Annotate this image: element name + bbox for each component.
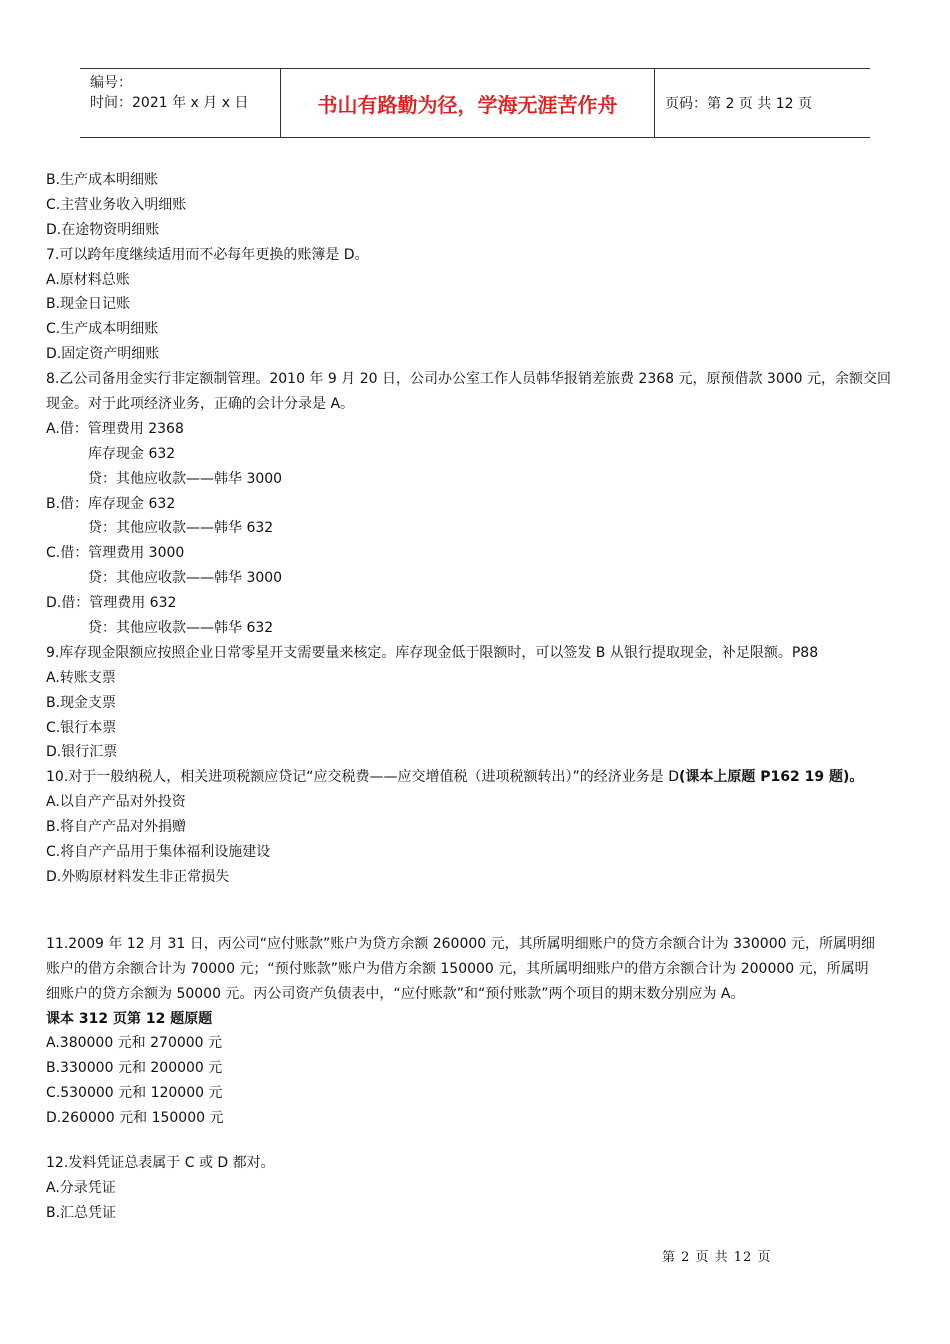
option-line: C.将自产产品用于集体福利设施建设 xyxy=(46,844,271,861)
entry-line: 贷：其他应收款——韩华 632 xyxy=(88,620,274,637)
entry-line: 贷：其他应收款——韩华 3000 xyxy=(88,470,283,487)
spacer xyxy=(46,1131,916,1151)
question-11-line3: 细账户的贷方余额为 50000 元。丙公司资产负债表中，“应付账款”和“预付账款”两个项目的期末数分别应为 A。 xyxy=(46,985,745,1002)
page-footer: 第 2 页 共 12 页 xyxy=(662,1250,772,1265)
option-line: D.在途物资明细账 xyxy=(46,221,160,238)
document-body xyxy=(46,168,916,1226)
question-7: 7.可以跨年度继续适用而不必每年更换的账簿是 D。 xyxy=(46,246,369,263)
entry-line: 贷：其他应收款——韩华 632 xyxy=(88,520,274,537)
date-label: 时间：2021 年 x 月 x 日 xyxy=(90,95,249,111)
option-line: A.转账支票 xyxy=(46,669,116,686)
option-line: A.380000 元和 270000 元 xyxy=(46,1035,223,1052)
page-label: 页码：第 2 页 共 12 页 xyxy=(665,96,812,112)
spacer xyxy=(46,890,916,932)
option-line: C.生产成本明细账 xyxy=(46,321,159,338)
option-line: A.原材料总账 xyxy=(46,271,130,288)
option-line: D.外购原材料发生非正常损失 xyxy=(46,868,230,885)
question-10-stem: 10.对于一般纳税人，相关进项税额应贷记“应交税费——应交增值税（进项税额转出）”的经济业务是 D xyxy=(46,769,679,786)
option-line: B.现金日记账 xyxy=(46,296,131,313)
option-line: B.现金支票 xyxy=(46,694,117,711)
option-line: B.汇总凭证 xyxy=(46,1204,117,1221)
option-line: C.银行本票 xyxy=(46,719,117,736)
question-8-line1: 8.乙公司备用金实行非定额制管理。2010 年 9 月 20 日，公司办公室工作人员韩华报销差旅费 2368 元，原预借款 3000 元，余额交回 xyxy=(46,371,892,388)
option-line: B.生产成本明细账 xyxy=(46,172,159,188)
option-line: C.借：管理费用 3000 xyxy=(46,545,185,562)
question-11-line1: 11.2009 年 12 月 31 日，丙公司“应付账款”账户为贷方余额 260000 元，其所属明细账户的贷方余额合计为 330000 元，所属明细 xyxy=(46,935,875,952)
entry-line: 库存现金 632 xyxy=(88,445,176,462)
option-line: A.分录凭证 xyxy=(46,1179,116,1196)
option-line: D.260000 元和 150000 元 xyxy=(46,1110,224,1127)
option-line: B.330000 元和 200000 元 xyxy=(46,1060,223,1077)
question-11-note: 课本 312 页第 12 题原题 xyxy=(46,1010,213,1027)
number-label: 编号： xyxy=(90,75,132,91)
option-line: B.将自产产品对外捐赠 xyxy=(46,819,187,836)
question-10 xyxy=(46,765,916,790)
option-line: A.以自产产品对外投资 xyxy=(46,794,186,811)
option-line: D.借：管理费用 632 xyxy=(46,595,177,612)
option-line: D.固定资产明细账 xyxy=(46,346,160,363)
question-9: 9.库存现金限额应按照企业日常零星开支需要量来核定。库存现金低于限额时，可以签发 B 从银行提取现金，补足限额。P88 xyxy=(46,644,819,661)
question-11-line2: 账户的借方余额合计为 70000 元；“预付账款”账户为借方余额 150000 元，其所属明细账户的借方余额合计为 200000 元，所属明 xyxy=(46,960,869,977)
option-line: C.主营业务收入明细账 xyxy=(46,196,187,213)
question-8-line2: 现金。对于此项经济业务，正确的会计分录是 A。 xyxy=(46,396,355,413)
question-10-note: (课本上原题 P162 19 题)。 xyxy=(679,769,864,786)
option-line: B.借：库存现金 632 xyxy=(46,495,176,512)
option-line: D.银行汇票 xyxy=(46,744,118,761)
entry-line: 贷：其他应收款——韩华 3000 xyxy=(88,570,283,587)
option-line: A.借：管理费用 2368 xyxy=(46,420,184,437)
page-header xyxy=(80,68,870,138)
option-line: C.530000 元和 120000 元 xyxy=(46,1085,223,1102)
question-12: 12.发料凭证总表属于 C 或 D 都对。 xyxy=(46,1154,275,1171)
header-meta xyxy=(80,69,281,137)
motto: 书山有路勤为径，学海无涯苦作舟 xyxy=(281,69,655,137)
